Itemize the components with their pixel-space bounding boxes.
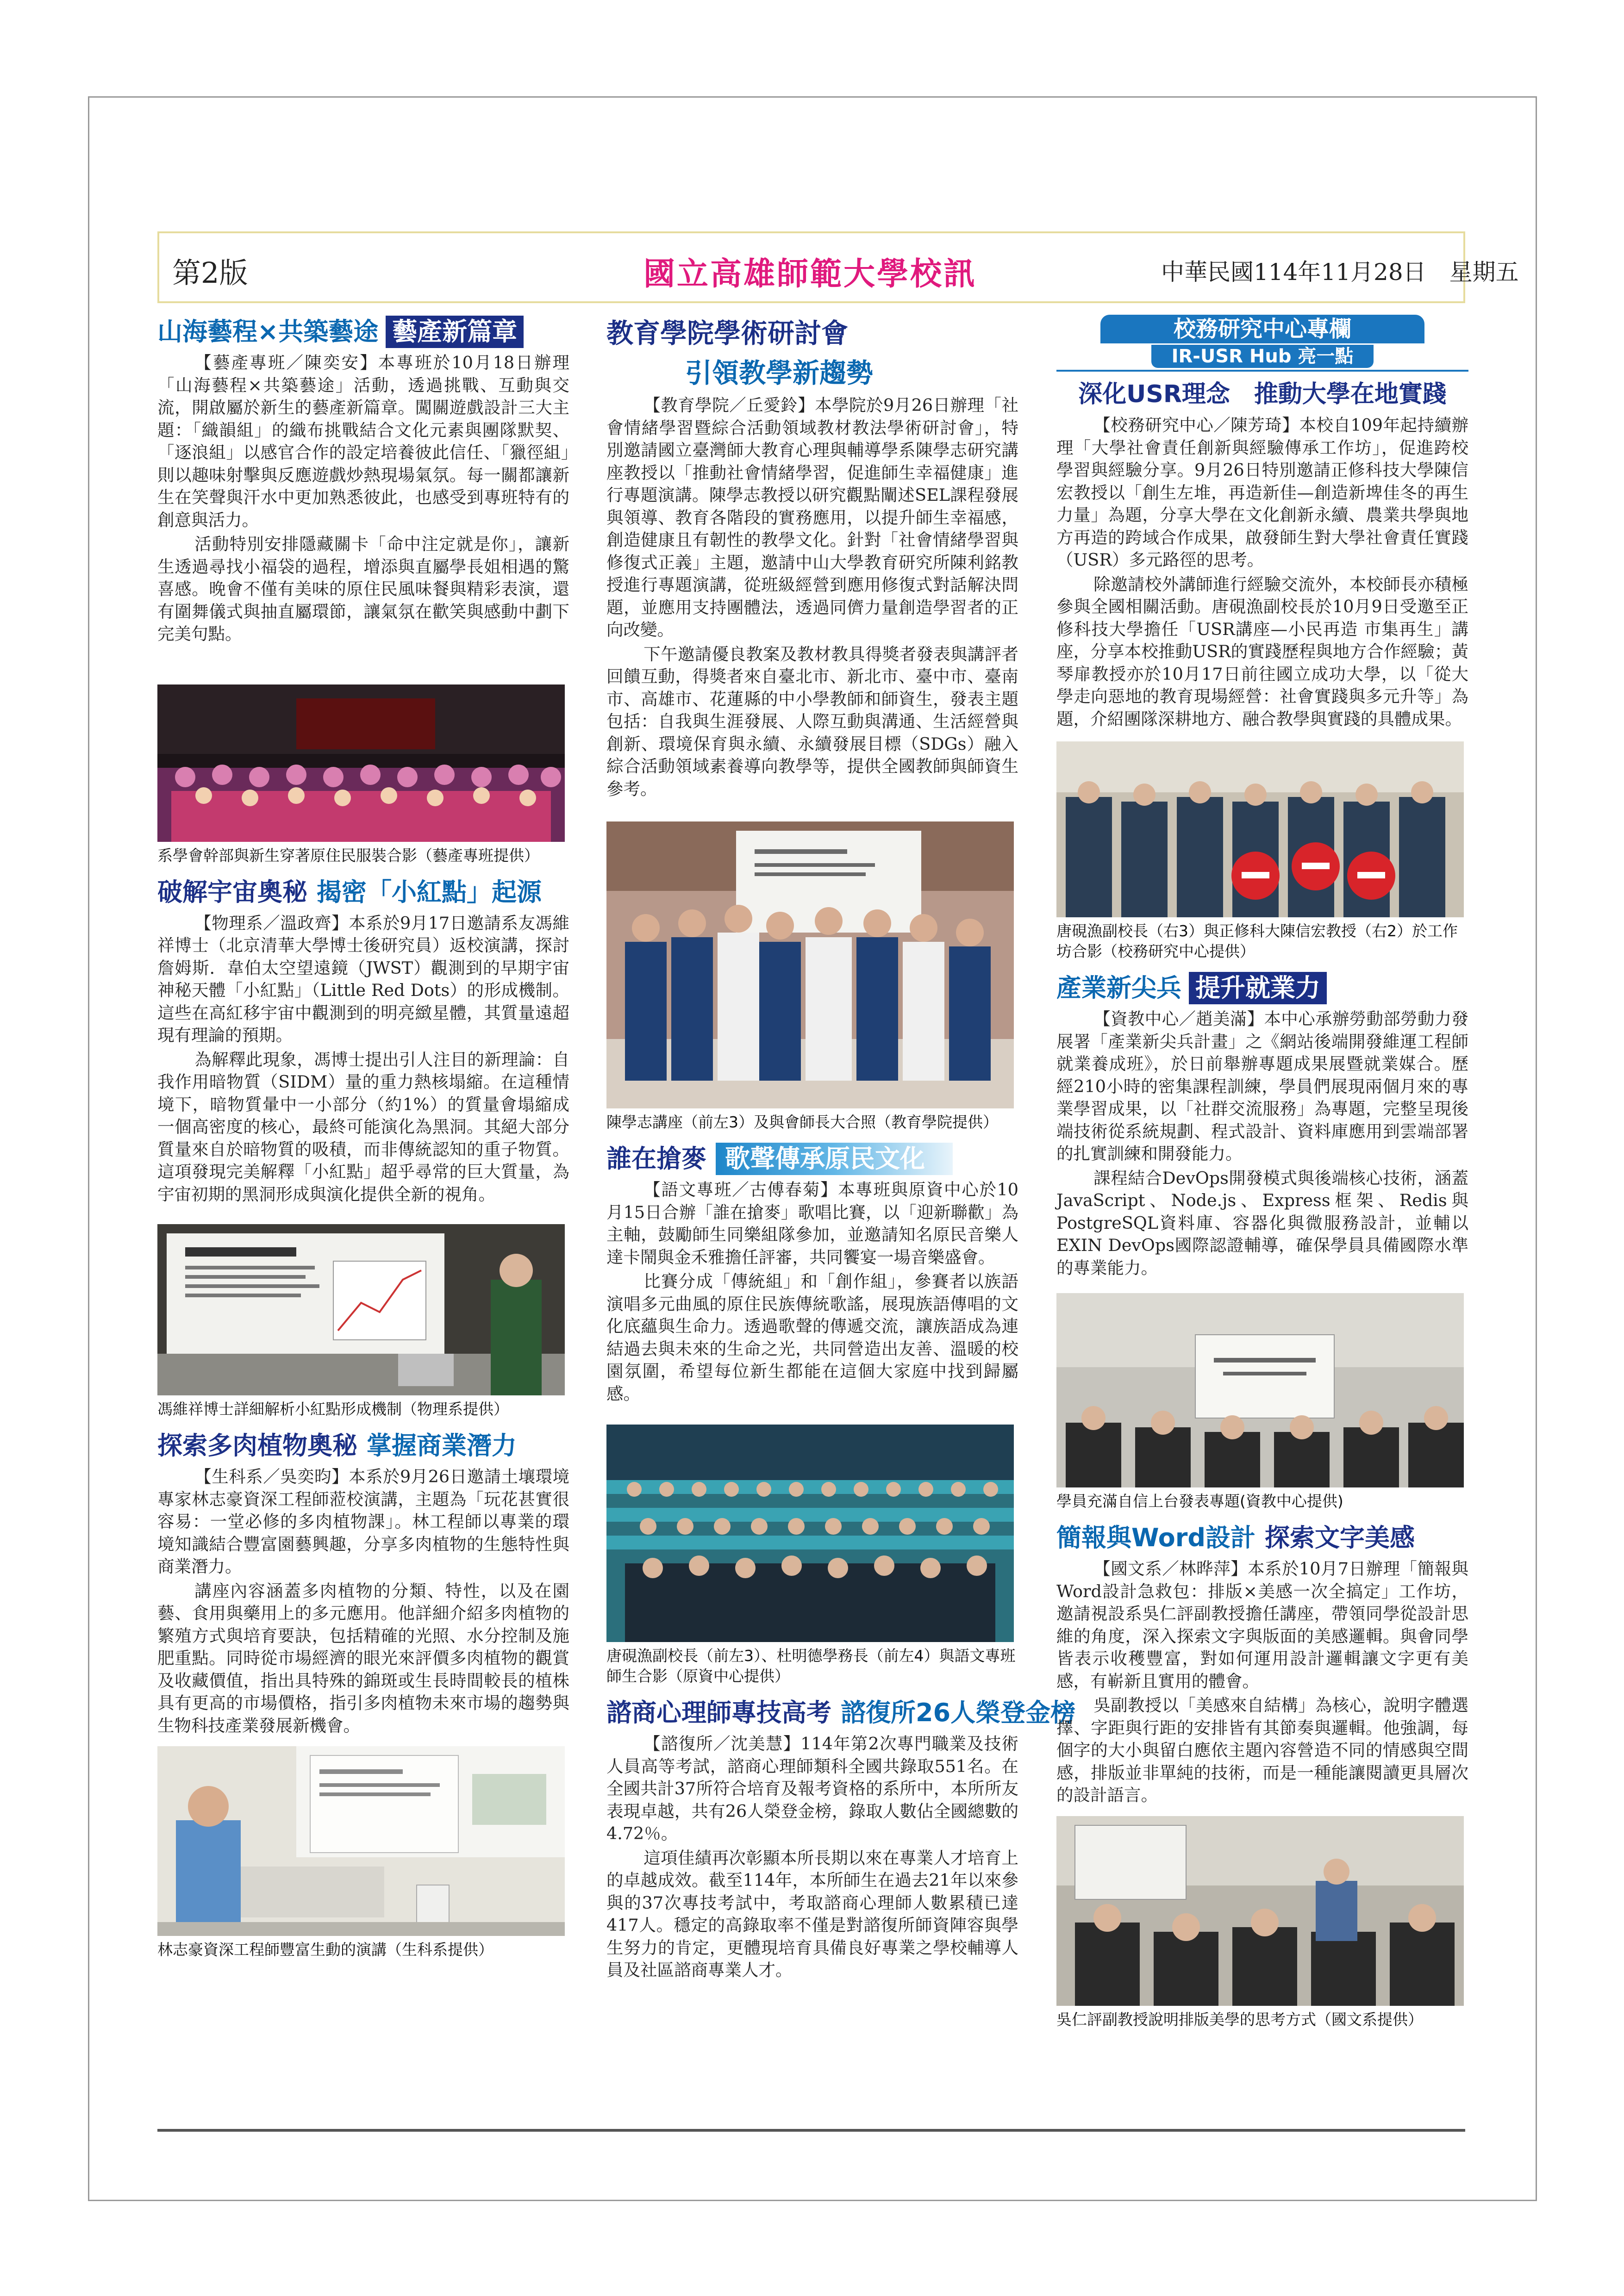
photo-freshmen-indigenous-costumes xyxy=(157,684,565,842)
article-headline-line2: 引領教學新趨勢 xyxy=(685,357,874,389)
photo-caption: 唐硯漁副校長（右3）與正修科大陳信宏教授（右2）於工作坊合影（校務研究中心提供） xyxy=(1056,922,1458,960)
article-paragraph: 除邀請校外講師進行經驗交流外，本校師長亦積極參與全國相關活動。唐硯漁副校長於10月9日受邀至正修科技大學擔任「USR講座—小民再造 市集再生」講座，分享本校推動USR的實踐歷程與地方合作經驗；黃琴扉教授亦於10月17日前往國立成功大學，以「從大學走向惡地的教育現場經營：社會實踐與多元升等」為題，介紹團隊深耕地方、融合教學與實踐的具體成果。 xyxy=(1056,574,1468,729)
article-headline xyxy=(606,1696,1076,1730)
article-headline xyxy=(1056,971,1468,1005)
article-paragraph: 【物理系／溫政齊】本系於9月17日邀請系友馮維祥博士（北京清華大學博士後研究員）返校演講，探討詹姆斯．韋伯太空望遠鏡（JWST）觀測到的早期宇宙神秘天體「小紅點」（Little Red Dots）的形成機制。這些在高紅移宇宙中觀測到的明亮緻星體，其質量遠超現有理論的預期。 xyxy=(157,913,569,1045)
article-paragraph: 課程結合DevOps開發模式與後端核心技術，涵蓋JavaScript、Node.js、Express框架、Redis與PostgreSQL資料庫、容器化與微服務設計，並輔以EXIN DevOps國際認證輔導，確保學員具備國際水準的專業能力。 xyxy=(1056,1168,1468,1278)
article-paragraph: 這項佳績再次彰顯本所長期以來在專業人才培育上的卓越成效。截至114年，本所師生在過去21年以來參與的37次專技考試中，考取諮商心理師人數累積已達417人。穩定的高錄取率不僅是對諮復所師資陣容與學生努力的肯定，更體現培育具備良好專業之學校輔導人員及社區諮商專業人才。 xyxy=(606,1848,1018,1980)
article-paragraph: 【資教中心／趙美滿】本中心承辦勞動部勞動力發展署「產業新尖兵計畫」之《網站後端開發維運工程師就業養成班》，於日前舉辦專題成果展暨就業媒合。歷經210小時的密集課程訓練，學員們展現兩個月來的專業學習成果，以「社群交流服務」為專題，完整呈現後端技術從系統規劃、程式設計、資料庫應用到雲端部署的扎實訓練和開發能力。 xyxy=(1056,1009,1468,1164)
headline-sub: 探索文字美感 xyxy=(1265,1523,1415,1552)
article-headline: 深化USR理念 推動大學在地實踐 xyxy=(1078,380,1447,408)
banner-rule xyxy=(1056,370,1468,372)
article-paragraph: 【生科系／吳奕昀】本系於9月26日邀請土壤環境專家林志豪資深工程師蒞校演講，主題為「玩花甚實很容易：一堂必修的多肉植物課」。林工程師以專業的環境知識結合豐富園藝興趣，分享多肉植物的生態特性與商業潛力。 xyxy=(157,1467,569,1576)
article-paragraph: 下午邀請優良教案及教材教具得獎者發表與講評者回饋互動，得獎者來自臺北市、新北市、臺中市、臺南市、高雄市、花蓮縣的中小學教師和師資生，發表主題包括：自我與生涯發展、人際互動與溝通、生活經營與創新、環境保育與永續、永續發展目標（SDGs）融入綜合活動領域素養導向教學等，提供全國教師與師資生參考。 xyxy=(606,644,1018,799)
photo-typography-workshop xyxy=(1056,1816,1464,2006)
issue-date: 中華民國114年11月28日 星期五 xyxy=(1161,259,1519,286)
article-paragraph: 比賽分成「傳統組」和「創作組」，參賽者以族語演唱多元曲風的原住民族傳統歌謠，展現族語傳唱的文化底蘊與生命力。透過歌聲的傳遞交流，讓族語成為連結過去與未來的生命之光，共同營造出友善、溫暖的校園氛圍，希望每位新生都能在這個大家庭中找到歸屬感。 xyxy=(606,1271,1018,1404)
article-headline xyxy=(606,1142,1018,1176)
photo-caption: 林志豪資深工程師豐富生動的演講（生科系提供） xyxy=(157,1941,493,1959)
column-middle xyxy=(606,315,1076,1984)
article-paragraph: 【國文系／林晔萍】本系於10月7日辦理「簡報與Word設計急救包：排版×美感一次全搞定」工作坊，邀請視設系吳仁評副教授擔任講座，帶領同學從設計思維的角度，深入探索文字與版面的美感邏輯。與會同學皆表示收穫豐富，對如何運用設計邏輯讓文字更有美感，有嶄新且實用的體會。 xyxy=(1056,1559,1468,1691)
footer-rule xyxy=(157,2129,1465,2132)
photo-caption: 吳仁評副教授說明排版美學的思考方式（國文系提供） xyxy=(1056,2010,1423,2028)
banner-subtitle: IR-USR Hub 亮一點 xyxy=(1151,343,1374,368)
article-paragraph: 吳副教授以「美感來自結構」為核心，說明字體選擇、字距與行距的安排皆有其節奏與邏輯。他強調，每個字的大小與留白應依主題內容營造不同的情感與空間感，排版並非單純的技術，而是一種能讓閱讀更具層次的設計語言。 xyxy=(1056,1695,1468,1805)
photo-project-presentation xyxy=(1056,1293,1464,1487)
article-paragraph: 【諮復所／沈美慧】114年第2次專門職業及技術人員高等考試，諮商心理師類科全國共錄取551名。在全國共計37所符合培育及報考資格的系所中，本所所友表現卓越，共有26人榮登金榜，錄取人數佔全國總數的4.72％。 xyxy=(606,1734,1018,1843)
article-headline xyxy=(1056,1521,1468,1555)
photo-little-red-dots-lecture xyxy=(157,1224,565,1395)
article-paragraph: 【校務研究中心／陳芳琦】本校自109年起持續辦理「大學社會責任創新與經驗傳承工作坊」，促進跨校學習與經驗分享。9月26日特別邀請正修科技大學陳信宏教授以「創生左堆，再造新佳—創造新埤佳冬的再生力量」為題，分享大學在文化創新永續、農業共學與地方再造的跨域合作成果，啟發師生對大學社會責任實踐（USR）多元路徑的思考。 xyxy=(1056,415,1468,570)
headline-sub: 掌握商業潛力 xyxy=(367,1431,517,1460)
article-paragraph: 為解釋此現象，馮博士提出引人注目的新理論：自我作用暗物質（SIDM）量的重力熱核塌縮。在這種情境下，暗物質暈中一小部分（約1%）的質量會塌縮成一個高密度的核心，最終可能演化為黑洞。其絕大部分質量來自於暗物質的吸積，而非傳統認知的重子物質。這項發現完美解釋「小紅點」超乎尋常的巨大質量，為宇宙初期的黑洞形成與演化提供全新的視角。 xyxy=(157,1049,569,1204)
article-headline xyxy=(157,315,569,349)
headline-main: 破解宇宙奧秘 xyxy=(157,877,307,907)
photo-caption: 馮維祥博士詳細解析小紅點形成機制（物理系提供） xyxy=(157,1400,509,1418)
photo-caption: 陳學志講座（前左3）及與會師長大合照（教育學院提供） xyxy=(606,1113,998,1131)
photo-succulent-lecture xyxy=(157,1746,565,1936)
column-banner xyxy=(1100,315,1424,368)
article-headline xyxy=(157,1429,569,1463)
headline-main: 誰在搶麥 xyxy=(606,1144,706,1173)
headline-sub: 揭密「小紅點」起源 xyxy=(317,877,542,907)
article-paragraph: 講座內容涵蓋多肉植物的分類、特性，以及在園藝、食用與藥用上的多元應用。他詳細介紹多肉植物的繁殖方式與培育要訣，包括精確的光照、水分控制及施肥重點。同時從市場經濟的眼光來評價多肉植物的觀賞及收藏價值，指出具特殊的錦斑或生長時間較長的植株具有更高的市場價格，指引多肉植物未來市場的趨勢與生物科技產業發展新機會。 xyxy=(157,1580,569,1736)
photo-education-seminar-group xyxy=(606,821,1014,1108)
headline-gradient: 歌聲傳承原民文化 xyxy=(716,1143,953,1175)
article-paragraph: 【藝產專班／陳奕安】本專班於10月18日辦理「山海藝程×共築藝途」活動，透過挑戰、互動與交流，開啟屬於新生的藝產新篇章。闖關遊戲設計三大主題：「織韻組」的織布挑戰結合文化元素與團隊默契、「逐浪組」以感官合作的設定培養彼此信任、「獵徑組」則以趣味射擊與反應遊戲炒熱現場氣氛。每一關都讓新生在笑聲與汗水中更加熟悉彼此，也感受到專班特有的創意與活力。 xyxy=(157,353,569,530)
photo-caption: 學員充滿自信上台發表專題(資教中心提供) xyxy=(1056,1492,1343,1510)
article-headline xyxy=(157,875,569,909)
article-headline-line1: 教育學院學術研討會 xyxy=(606,317,849,349)
photo-caption: 唐硯漁副校長（前左3）、杜明德學務長（前左4）與語文專班師生合影（原資中心提供） xyxy=(606,1647,1016,1685)
photo-usr-workshop xyxy=(1056,741,1464,917)
edition-label: 第2版 xyxy=(172,256,248,290)
photo-caption: 系學會幹部與新生穿著原住民服裝合影（藝產專班提供） xyxy=(157,846,539,865)
headline-box: 提升就業力 xyxy=(1189,972,1327,1004)
article-paragraph: 【語文專班／古傅春菊】本專班與原資中心於10月15日合辦「誰在搶麥」歌唱比賽，以「迎新聯歡」為主軸，鼓勵師生同樂組隊參加，並邀請知名原民音樂人達卡鬧與金禾雅擔任評審，共同饗宴一場音樂盛會。 xyxy=(606,1180,1018,1267)
headline-sub: 諮復所26人榮登金榜 xyxy=(841,1698,1076,1727)
headline-main: 探索多肉植物奧秘 xyxy=(157,1431,357,1460)
headline-main: 產業新尖兵 xyxy=(1056,973,1181,1002)
photo-singing-contest-group xyxy=(606,1425,1014,1642)
banner-title: 校務研究中心專欄 xyxy=(1100,315,1424,343)
newspaper-title: 國立高雄師範大學校訊 xyxy=(643,256,977,292)
headline-box: 藝產新篇章 xyxy=(386,316,524,348)
headline-main: 諮商心理師專技高考 xyxy=(606,1698,831,1727)
headline-main: 簡報與Word設計 xyxy=(1056,1523,1256,1552)
column-right xyxy=(1056,315,1468,2039)
article-paragraph: 活動特別安排隱藏關卡「命中注定就是你」，讓新生透過尋找小福袋的過程，增添與直屬學長姐相遇的驚喜感。晚會不僅有美味的原住民風味餐與精彩表演，還有圍舞儀式與抽直屬環節，讓氣氛在歡笑與感動中劃下完美句點。 xyxy=(157,534,569,644)
column-left xyxy=(157,315,569,1969)
headline-main: 山海藝程×共築藝途 xyxy=(157,317,379,346)
article-paragraph: 【教育學院／丘愛鈴】本學院於9月26日辦理「社會情緒學習暨綜合活動領域教材教法學術研討會」，特別邀請國立臺灣師大教育心理與輔導學系陳學志研究講座教授以「推動社會情緒學習，促進師生幸福健康」進行專題演講。陳學志教授以研究觀點闡述SEL課程發展與領導、教育各階段的實務應用，以提升師生幸福感，創造健康且有韌性的教學文化。針對「社會情緒學習與修復式正義」主題，邀請中山大學教育研究所陳利銘教授進行專題演講，從班級經營到應用修復式對話解決問題，並應用支持團體法，透過同儕力量創造學習者的正向改變。 xyxy=(606,395,1018,640)
